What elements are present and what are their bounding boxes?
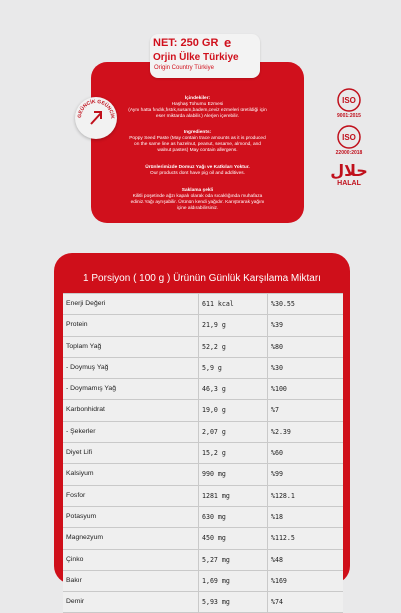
nutrient-name: Magnezyum	[63, 528, 199, 548]
ingredients-en-line: Poppy Seed Paste (May contain trace amounts as it is produced	[129, 136, 266, 141]
nutrient-name: - Şekerler	[63, 422, 199, 442]
nutrient-name: Enerji Değeri	[63, 294, 199, 314]
nutrient-name: Diyet Lifi	[63, 443, 199, 463]
table-row	[63, 400, 343, 421]
ingredients-en-line: walnut pastes) May contain allergens.	[157, 148, 238, 153]
storage-info	[99, 188, 296, 212]
product-info-card	[91, 62, 304, 223]
brand-logo: e	[224, 35, 232, 50]
nutrient-name: Çinko	[63, 550, 199, 570]
nutrient-daily-percent: %30.55	[271, 300, 295, 308]
nutrient-amount: 5,27 mg	[199, 550, 268, 570]
table-row	[63, 293, 343, 315]
nutrient-name: Fosfor	[63, 486, 199, 506]
ingredients-tr-line: Haşhaş Tohumu Ezmesi	[171, 102, 224, 107]
nutrition-table	[63, 293, 343, 613]
nutrient-name: Kalsiyum	[63, 464, 199, 484]
brand-seal	[75, 97, 117, 139]
ingredients-tr-line: eser miktarda alabilir.) Alerjen içerebilir.	[155, 114, 240, 119]
nutrition-panel	[54, 253, 350, 607]
table-row	[63, 358, 343, 379]
table-row	[63, 422, 343, 443]
nutrient-name: - Doymamış Yağ	[63, 379, 199, 399]
nutrient-daily-percent: %2.39	[271, 427, 291, 436]
table-row	[63, 528, 343, 549]
nutrient-amount: 1,69 mg	[199, 571, 268, 591]
nutrient-amount: 52,2 g	[199, 337, 268, 357]
table-row	[63, 315, 343, 336]
arrow-up-right-icon	[75, 97, 117, 139]
nutrient-amount: 19,0 g	[199, 400, 268, 420]
nutrient-amount: 46,3 g	[199, 379, 268, 399]
iso-label: ISO	[342, 96, 356, 105]
table-row	[63, 550, 343, 571]
nutrient-daily-percent: %100	[271, 385, 287, 394]
ingredients-en	[99, 130, 296, 154]
nutrient-daily-percent: %169	[271, 576, 287, 585]
nutrient-amount: 630 mg	[199, 507, 268, 527]
nutrient-daily-percent: %112.5	[271, 534, 295, 543]
iso-9001-badge	[337, 88, 361, 112]
nutrient-daily-percent: %7	[271, 406, 279, 415]
ingredients-tr	[99, 96, 296, 120]
nutrient-amount: 15,2 g	[199, 443, 268, 463]
nutrient-name: Toplam Yağ	[63, 337, 199, 357]
ingredients-tr-heading: İçindekiler:	[184, 96, 211, 101]
nutrient-name: Potasyum	[63, 507, 199, 527]
nutrient-name: Bakır	[63, 571, 199, 591]
nutrient-amount: 2,07 g	[199, 422, 268, 442]
nutrient-amount: 990 mg	[199, 464, 268, 484]
nutrient-name: Demir	[63, 592, 199, 612]
seal-text: GEÜNCİK GEÜNCİK	[76, 98, 116, 119]
storage-line: içine aldırabilirsiniz.	[176, 206, 219, 211]
nutrient-daily-percent: %39	[271, 321, 283, 330]
nutrient-daily-percent: %99	[271, 470, 283, 479]
table-row	[63, 443, 343, 464]
table-row	[63, 507, 343, 528]
pork-notice-tr: Ürünlerimizde Domuz Yağı ve Katkıları Yoktur.	[145, 165, 250, 170]
storage-heading: Saklama şekli	[181, 188, 214, 193]
iso-22000-caption: 22000:2018	[335, 150, 363, 156]
iso-label: ISO	[342, 133, 356, 142]
storage-line: ediniz.Yağı ayrışabilir. Ürünün kendi yağıdır. Karıştırarak yağını	[130, 200, 265, 205]
table-row	[63, 464, 343, 485]
nutrient-amount: 1281 mg	[199, 486, 268, 506]
pork-notice	[99, 165, 296, 177]
net-weight: NET: 250 GR	[153, 37, 219, 49]
halal-label: HALAL	[337, 180, 361, 187]
table-row	[63, 592, 343, 613]
nutrient-daily-percent: %18	[271, 512, 283, 521]
storage-line: Kilitli poşetinde ağzı kapalı olarak oda sıcaklığında muhafaza	[132, 194, 263, 199]
nutrient-daily-percent: %80	[271, 342, 283, 351]
nutrient-daily-percent: %48	[271, 555, 283, 564]
nutrient-amount: 611 kcal	[199, 294, 268, 314]
pork-notice-en: Our products dont have pig oil and additives.	[150, 171, 245, 176]
nutrition-title: 1 Porsiyon ( 100 g ) Ürünün Günlük Karşılama Miktarı	[83, 273, 321, 284]
nutrient-amount: 5,93 mg	[199, 592, 268, 612]
svg-text:GEÜNCİK GEÜNCİK	[77, 99, 116, 120]
table-row	[63, 486, 343, 507]
iso-22000-badge	[337, 125, 361, 149]
ingredients-en-line: on the same line as hazelnut, peanut, sesame, almond, and	[134, 142, 261, 147]
nutrient-name: - Doymuş Yağ	[63, 358, 199, 378]
nutrient-amount: 5,9 g	[199, 358, 268, 378]
origin-country: Orjin Ülke Türkiye	[153, 52, 239, 63]
nutrient-amount: 21,9 g	[199, 315, 268, 335]
nutrient-name: Karbonhidrat	[63, 400, 199, 420]
net-weight-tag	[150, 34, 260, 78]
table-row	[63, 379, 343, 400]
ingredients-en-heading: Ingredients:	[183, 130, 212, 135]
ingredients-tr-line: (Aynı hatta fındık,fıstık,susam,badem,ceviz ezmeleri üretildiği için	[128, 108, 267, 113]
nutrient-amount: 450 mg	[199, 528, 268, 548]
nutrient-daily-percent: %60	[271, 449, 283, 458]
table-row	[63, 337, 343, 358]
iso-9001-caption: 9001:2015	[337, 113, 361, 119]
nutrient-daily-percent: %74	[271, 598, 283, 607]
halal-arabic: حلال	[330, 161, 368, 180]
nutrient-name: Protein	[63, 315, 199, 335]
nutrient-daily-percent: %128.1	[271, 491, 295, 500]
table-row	[63, 571, 343, 592]
certification-badges	[324, 88, 374, 187]
origin-country-en: Origin Country Türkiye	[154, 65, 214, 71]
nutrient-daily-percent: %30	[271, 363, 283, 372]
